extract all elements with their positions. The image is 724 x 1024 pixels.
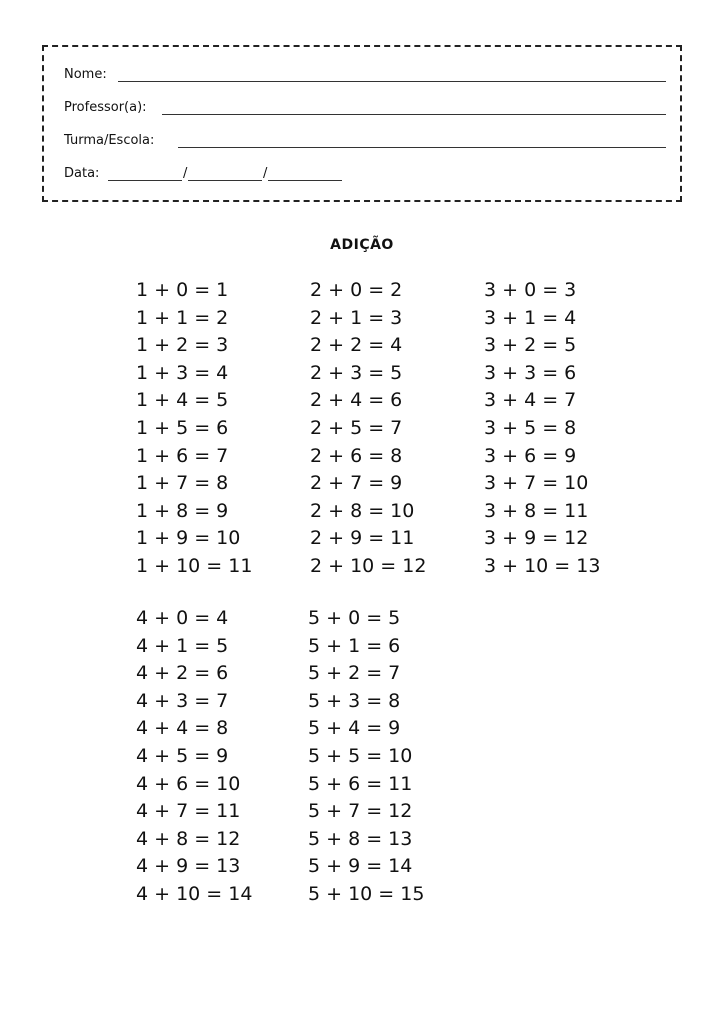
equation: 1 + 4 = 5 bbox=[136, 389, 229, 412]
equation: 2 + 8 = 10 bbox=[310, 499, 415, 522]
date-day-field[interactable] bbox=[108, 180, 182, 181]
equation: 1 + 5 = 6 bbox=[136, 416, 229, 439]
equation: 4 + 8 = 12 bbox=[136, 827, 241, 850]
equation: 3 + 0 = 3 bbox=[484, 279, 577, 301]
equation: 3 + 7 = 10 bbox=[484, 472, 589, 495]
class-school-field[interactable] bbox=[178, 147, 666, 148]
equation: 1 + 9 = 10 bbox=[136, 527, 241, 550]
equation: 2 + 9 = 11 bbox=[310, 527, 415, 550]
equation: 1 + 0 = 1 bbox=[136, 279, 229, 301]
addition-table-4 bbox=[136, 605, 252, 909]
equation: 3 + 5 = 8 bbox=[484, 416, 577, 439]
equation: 2 + 1 = 3 bbox=[310, 306, 403, 329]
equation: 2 + 4 = 6 bbox=[310, 389, 403, 412]
equation: 2 + 2 = 4 bbox=[310, 334, 403, 357]
equation: 5 + 0 = 5 bbox=[308, 607, 401, 629]
name-field[interactable] bbox=[118, 81, 666, 82]
equation: 3 + 10 = 13 bbox=[484, 554, 601, 577]
equation: 5 + 5 = 10 bbox=[308, 744, 413, 767]
date-label: Data: bbox=[64, 166, 100, 181]
equation: 5 + 7 = 12 bbox=[308, 800, 413, 823]
name-label: Nome: bbox=[64, 67, 107, 82]
equation: 4 + 0 = 4 bbox=[136, 607, 229, 629]
equation: 1 + 3 = 4 bbox=[136, 361, 229, 384]
equation: 1 + 7 = 8 bbox=[136, 472, 229, 495]
date-separator: / bbox=[263, 166, 268, 181]
equation: 4 + 7 = 11 bbox=[136, 800, 241, 823]
equation: 5 + 3 = 8 bbox=[308, 689, 401, 712]
date-year-field[interactable] bbox=[268, 180, 342, 181]
equation: 1 + 10 = 11 bbox=[136, 554, 253, 577]
equation: 3 + 4 = 7 bbox=[484, 389, 577, 412]
date-separator: / bbox=[183, 166, 188, 181]
equation: 5 + 8 = 13 bbox=[308, 827, 413, 850]
equation: 3 + 2 = 5 bbox=[484, 334, 577, 357]
equation: 4 + 3 = 7 bbox=[136, 689, 229, 712]
equation: 4 + 5 = 9 bbox=[136, 744, 229, 767]
equation: 2 + 7 = 9 bbox=[310, 472, 403, 495]
equation: 3 + 1 = 4 bbox=[484, 306, 577, 329]
equation: 4 + 2 = 6 bbox=[136, 662, 229, 685]
equation: 3 + 9 = 12 bbox=[484, 527, 589, 550]
equation: 5 + 9 = 14 bbox=[308, 855, 413, 878]
equation: 4 + 10 = 14 bbox=[136, 882, 253, 905]
equation: 3 + 3 = 6 bbox=[484, 361, 577, 384]
equation: 4 + 1 = 5 bbox=[136, 634, 229, 657]
equation: 1 + 6 = 7 bbox=[136, 444, 229, 467]
equation: 5 + 4 = 9 bbox=[308, 717, 401, 740]
addition-table-1 bbox=[136, 277, 252, 581]
date-month-field[interactable] bbox=[188, 180, 262, 181]
equation: 2 + 6 = 8 bbox=[310, 444, 403, 467]
equation: 3 + 8 = 11 bbox=[484, 499, 589, 522]
equation: 4 + 4 = 8 bbox=[136, 717, 229, 740]
equation: 5 + 10 = 15 bbox=[308, 882, 425, 905]
equation: 2 + 3 = 5 bbox=[310, 361, 403, 384]
student-info-box bbox=[42, 45, 682, 202]
equation: 2 + 5 = 7 bbox=[310, 416, 403, 439]
addition-table-3 bbox=[484, 277, 600, 581]
teacher-label: Professor(a): bbox=[64, 100, 147, 115]
equation: 2 + 0 = 2 bbox=[310, 279, 403, 301]
teacher-field[interactable] bbox=[162, 114, 666, 115]
equation: 1 + 8 = 9 bbox=[136, 499, 229, 522]
equation: 4 + 9 = 13 bbox=[136, 855, 241, 878]
page-title: ADIÇÃO bbox=[330, 237, 394, 253]
equation: 4 + 6 = 10 bbox=[136, 772, 241, 795]
equation: 1 + 2 = 3 bbox=[136, 334, 229, 357]
equation: 1 + 1 = 2 bbox=[136, 306, 229, 329]
equation: 5 + 6 = 11 bbox=[308, 772, 413, 795]
class-school-label: Turma/Escola: bbox=[64, 133, 155, 148]
equation: 5 + 2 = 7 bbox=[308, 662, 401, 685]
addition-table-2 bbox=[310, 277, 426, 581]
addition-table-5 bbox=[308, 605, 424, 909]
equation: 3 + 6 = 9 bbox=[484, 444, 577, 467]
equation: 5 + 1 = 6 bbox=[308, 634, 401, 657]
equation: 2 + 10 = 12 bbox=[310, 554, 427, 577]
